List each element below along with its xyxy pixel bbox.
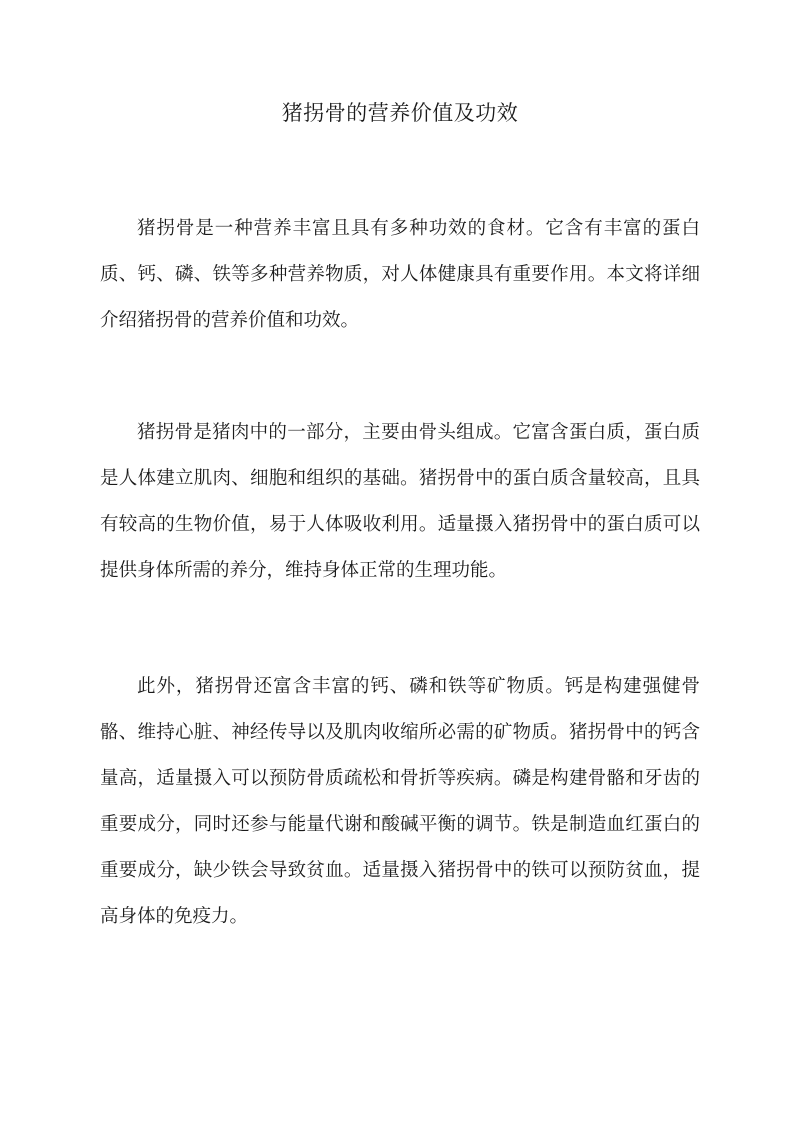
paragraph-intro: 猪拐骨是一种营养丰富且具有多种功效的食材。它含有丰富的蛋白质、钙、磷、铁等多种营养物质，对人体健康具有重要作用。本文将详细介绍猪拐骨的营养价值和功效。 bbox=[100, 218, 700, 331]
document-title: 猪拐骨的营养价值及功效 bbox=[281, 101, 519, 125]
paragraph-protein: 猪拐骨是猪肉中的一部分，主要由骨头组成。它富含蛋白质，蛋白质是人体建立肌肉、细胞和组织的基础。猪拐骨中的蛋白质含量较高，且具有较高的生物价值，易于人体吸收利用。适量摄入猪拐骨中的蛋白质可以提供身体所需的养分，维持身体正常的生理功能。 bbox=[100, 422, 700, 581]
paragraph-minerals: 此外，猪拐骨还富含丰富的钙、磷和铁等矿物质。钙是构建强健骨骼、维持心脏、神经传导以及肌肉收缩所必需的矿物质。猪拐骨中的钙含量高，适量摄入可以预防骨质疏松和骨折等疾病。磷是构建骨骼和牙齿的重要成分，同时还参与能量代谢和酸碱平衡的调节。铁是制造血红蛋白的重要成分，缺少铁会导致贫血。适量摄入猪拐骨中的铁可以预防贫血，提高身体的免疫力。 bbox=[100, 676, 700, 927]
